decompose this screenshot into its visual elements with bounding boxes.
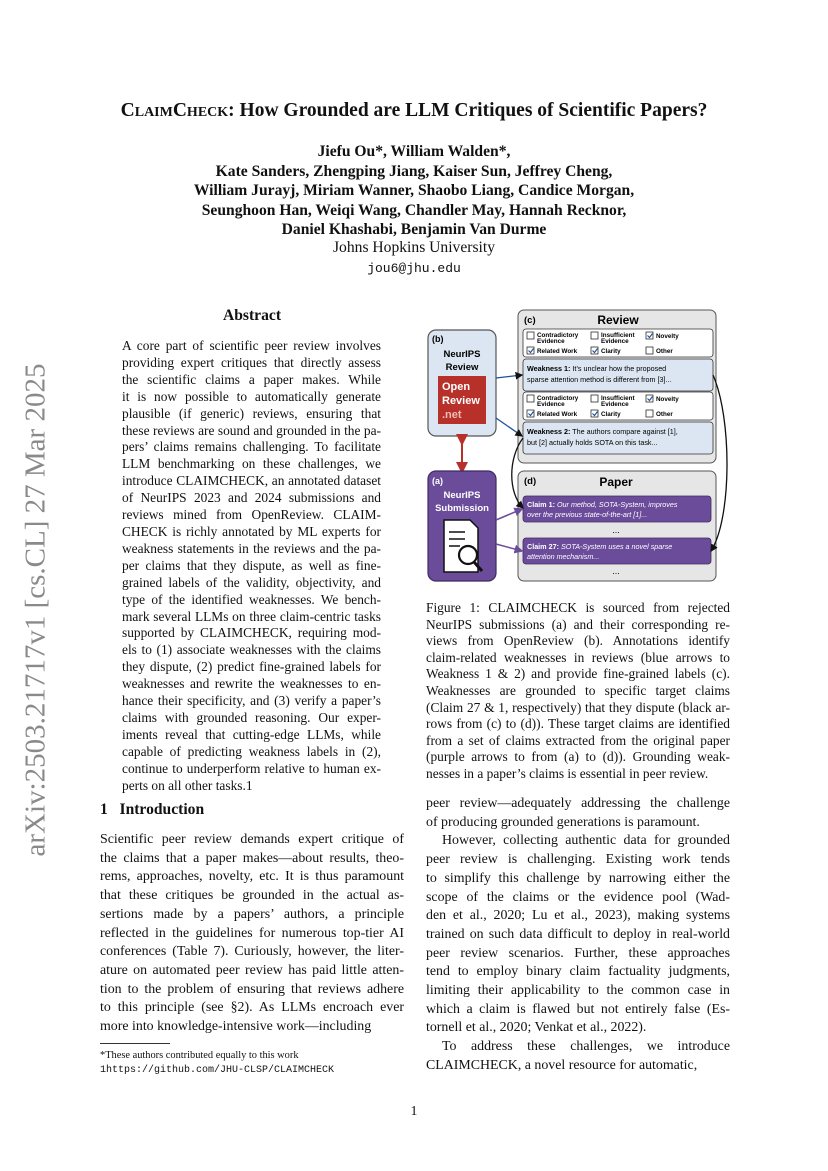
text-line: the claims that a paper makes—about results, theo- [100, 850, 404, 866]
label-novelty: Novelty [656, 333, 679, 340]
author-line: Jiefu Ou*, William Walden*, [317, 143, 511, 160]
text-line: which a claim is flawed but not entirely false (Es- [426, 1001, 730, 1017]
document-search-icon [444, 520, 482, 572]
contact-email[interactable]: jou6@jhu.edu [367, 261, 461, 276]
arxiv-stamp: arXiv:2503.21717v1 [cs.CL] 27 Mar 2025 [19, 363, 52, 857]
text-line: (purple arrows to from (a) to (d)). Grounding weak- [426, 749, 730, 765]
checkbox-icon [646, 347, 653, 354]
label-evidence: Evidence [537, 401, 565, 408]
weakness1-text2: sparse attention method is different from [3]... [527, 375, 672, 384]
text-line: perts on all other tasks.1 [122, 777, 253, 793]
claim27-label: Claim 27: [527, 542, 559, 551]
text-line: type of the identified weaknesses. We bench- [122, 591, 381, 607]
label-other: Other [656, 348, 673, 355]
text-line: of NeurIPS 2023 and 2024 submissions and [122, 490, 381, 506]
text-line: LLM benchmarking on these challenges, we [122, 456, 381, 472]
paper-title: ClaimCheck: How Grounded are LLM Critiques of Scientific Papers? [120, 100, 708, 121]
text-line: NeurIPS submissions (a) and their corresponding re- [426, 616, 730, 632]
ellipsis: ... [612, 525, 620, 535]
claim27-text: SOTA-System uses a novel sparse [558, 542, 673, 551]
label-a: (a) [432, 476, 443, 486]
weakness2-text: The authors compare against [1], [570, 427, 678, 436]
text-line: reflected in the guidelines for numerous top-tier AI [100, 925, 404, 941]
text-line: (Claim 27 & 1, respectively) that they dispute (black ar- [426, 699, 730, 715]
label-c: (c) [524, 315, 536, 326]
text-line: tend to employ binary claim factuality judgments, [426, 964, 730, 980]
checkbox-icon [646, 410, 653, 417]
claim1-label: Claim 1: [527, 500, 555, 509]
text-line: Weaknesses are grounded to specific target claims [426, 682, 730, 698]
label-insufficient: Insufficient [601, 395, 635, 402]
checkbox-icon [591, 395, 598, 402]
submission-line2: Submission [435, 503, 489, 514]
submission-line1: NeurIPS [443, 490, 481, 501]
svg-text:Claim 27: SOTA-System uses a n [527, 542, 672, 551]
figure-1 [420, 308, 732, 594]
author-line: William Jurayj, Miriam Wanner, Shaobo Liang, Candice Morgan, [193, 182, 635, 199]
text-line: rems, approaches, novelty, etc. It is thus paramount [100, 869, 404, 885]
text-line: scope of the claims or the evidence pool (Wad- [426, 889, 730, 905]
label-evidence: Evidence [601, 338, 629, 345]
text-line: sertions made by a papers’ authors, a principle [100, 906, 404, 922]
text-line: peer review—adequately addressing the challenge [426, 796, 730, 811]
weakness1-text: It’s unclear how the proposed [570, 364, 667, 373]
text-line: mark several LLMs on three claim-centric tasks [122, 608, 381, 624]
text-line: peer review is challenging. Existing work tends [426, 852, 730, 868]
openreview-line1: Open [442, 381, 471, 393]
text-line: iments reveal that cutting-edge LLMs, while [122, 726, 381, 742]
text-line: claim-related weaknesses in reviews (blue arrows to [426, 649, 730, 665]
page-number: 1 [410, 1104, 418, 1119]
text-line: supported by CLAIMCHECK, requiring mod- [122, 625, 381, 641]
neurips-review-line1: NeurIPS [443, 349, 481, 360]
abstract-body [122, 338, 381, 794]
text-line: views from OpenReview (b). Annotations identify [426, 633, 730, 649]
weakness2-text2: but [2] actually holds SOTA on this task... [527, 438, 658, 447]
text-line: den et al., 2020; Lu et al., 2023), making systems [426, 908, 730, 924]
label-insufficient: Insufficient [601, 332, 635, 339]
text-line: per claims that they dispute, as well as fine- [122, 557, 381, 573]
text-line: continue to underperform relative to human ex- [122, 760, 381, 776]
text-line: Weakness 1 & 2) and provide fine-grained labels (c). [426, 666, 730, 682]
claim1-text: Our method, SOTA-System, improves [554, 500, 678, 509]
svg-text:Weakness 2: The authors compar [527, 427, 678, 436]
text-line: hance their specificity, and (3) verify a paper’s [122, 693, 381, 709]
text-line: rows from (c) to (d)). These target claims are identified [426, 716, 730, 732]
text-line: plausible (if generic) reviews, ensuring that [122, 405, 381, 421]
openreview-line3: .net [442, 409, 462, 421]
author-list [0, 142, 828, 240]
weakness2-label: Weakness 2: [527, 427, 571, 436]
footnote-rule [100, 1043, 170, 1044]
svg-text:Weakness 1: It’s unclear how t [527, 364, 666, 373]
text-line: to this principle (see §2). As LLMs encroach ever [100, 1000, 404, 1016]
text-line: Scientific peer review demands expert critique of [100, 832, 404, 847]
text-line: A core part of scientific peer review involves [122, 338, 381, 353]
label-clarity: Clarity [601, 411, 621, 418]
section-heading: 1 Introduction [100, 801, 205, 818]
text-line: from a set of claims extracted from the original paper [426, 732, 730, 748]
text-line: trained on such data difficult to deploy in real-world [426, 926, 730, 942]
text-line: peer review scenarios. Further, these approaches [426, 945, 730, 961]
abstract-heading: Abstract [222, 307, 282, 324]
text-line: Figure 1: CLAIMCHECK is sourced from rejected [426, 600, 730, 615]
neurips-review-line2: Review [445, 362, 479, 373]
text-line: more into knowledge-intensive work—including [100, 1019, 372, 1035]
intro-body [100, 831, 404, 1037]
text-line: CHECK is richly annotated by ML experts for [122, 523, 381, 539]
text-line: grained labels of the validity, objectivity, and [122, 574, 381, 590]
text-line: weakness statements in the reviews and the pa- [122, 540, 381, 556]
footnote-1: *These authors contributed equally to this work [100, 1050, 299, 1061]
label-clarity: Clarity [601, 348, 621, 355]
text-line: ature on automated peer review has paid little atten- [100, 962, 404, 978]
text-line: To address these challenges, we introduce [442, 1039, 730, 1055]
text-line: to simplify this challenge by narrowing either the [426, 870, 730, 886]
text-line: nesses in a paper’s claims is essential in peer review. [426, 765, 709, 781]
affiliation: Johns Hopkins University [332, 239, 495, 256]
checkbox-icon [591, 332, 598, 339]
text-line: reviews mined from OpenReview. CLAIM- [122, 507, 381, 523]
ellipsis: ... [612, 566, 620, 576]
label-evidence: Evidence [601, 401, 629, 408]
text-line: they dispute, (2) predict fine-grained labels for [122, 659, 381, 675]
text-line: pers’ claims remains challenging. To facilitate [122, 439, 381, 455]
text-line: weaknesses and rewrite the weaknesses to en- [122, 676, 381, 692]
paper-header: Paper [599, 475, 633, 489]
text-line: conferences (Table 7). Curiously, however, the liter- [100, 944, 404, 960]
text-line: it is now possible to automatically generate [122, 388, 381, 404]
author-line: Kate Sanders, Zhengping Jiang, Kaiser Sun, Jeffrey Cheng, [215, 162, 613, 180]
label-contradictory: Contradictory [537, 395, 579, 402]
text-line: However, collecting authentic data for grounded [442, 833, 730, 849]
label-b: (b) [432, 334, 444, 344]
claim27-text2: attention mechanism... [527, 552, 600, 561]
label-other: Other [656, 411, 673, 418]
text-line: these reviews are sound and grounded in the pa- [122, 422, 381, 438]
label-d: (d) [524, 476, 537, 487]
text-line: of producing grounded generations is paramount. [426, 814, 700, 830]
text-line: limiting their applicability to the common case in [426, 983, 730, 999]
figure-caption [426, 600, 730, 783]
text-line: tornell et al., 2020; Venkat et al., 2022). [426, 1020, 647, 1036]
text-line: claims with grounded reasoning. Our exper- [122, 709, 381, 725]
review-header: Review [597, 313, 639, 327]
svg-text:Claim 1: Our method, SOTA-Syst [527, 500, 678, 509]
checkbox-icon [527, 332, 534, 339]
text-line: introduce CLAIMCHECK, an annotated dataset [122, 473, 381, 489]
author-line: Seunghoon Han, Weiqi Wang, Chandler May, Hannah Recknor, [201, 201, 627, 219]
openreview-line2: Review [442, 395, 480, 407]
text-line: that these critiques be grounded in the actual as- [100, 888, 404, 904]
text-line: providing expert critiques that directly assess [122, 354, 381, 370]
footnote-2-link[interactable]: 1https://github.com/JHU-CLSP/CLAIMCHECK [100, 1065, 335, 1076]
label-contradictory: Contradictory [537, 332, 579, 339]
weakness1-label: Weakness 1: [527, 364, 571, 373]
label-evidence: Evidence [537, 338, 565, 345]
text-line: capable of predicting weakness labels in (2), [122, 743, 381, 759]
claim1-text2: over the previous state-of-the-art [1]... [527, 510, 648, 519]
label-related-work: Related Work [537, 348, 578, 355]
checkbox-icon [527, 395, 534, 402]
text-line: CLAIMCHECK, a novel resource for automatic, [426, 1057, 698, 1073]
right-column-body [426, 795, 730, 1076]
label-related-work: Related Work [537, 411, 578, 418]
text-line: the scientific claims a paper makes. While [122, 371, 381, 387]
text-line: els to (1) associate weaknesses with the claims [122, 642, 381, 658]
text-line: tion to the problem of ensuring that reviews adhere [100, 981, 404, 997]
author-line: Daniel Khashabi, Benjamin Van Durme [281, 221, 547, 238]
label-novelty: Novelty [656, 396, 679, 403]
